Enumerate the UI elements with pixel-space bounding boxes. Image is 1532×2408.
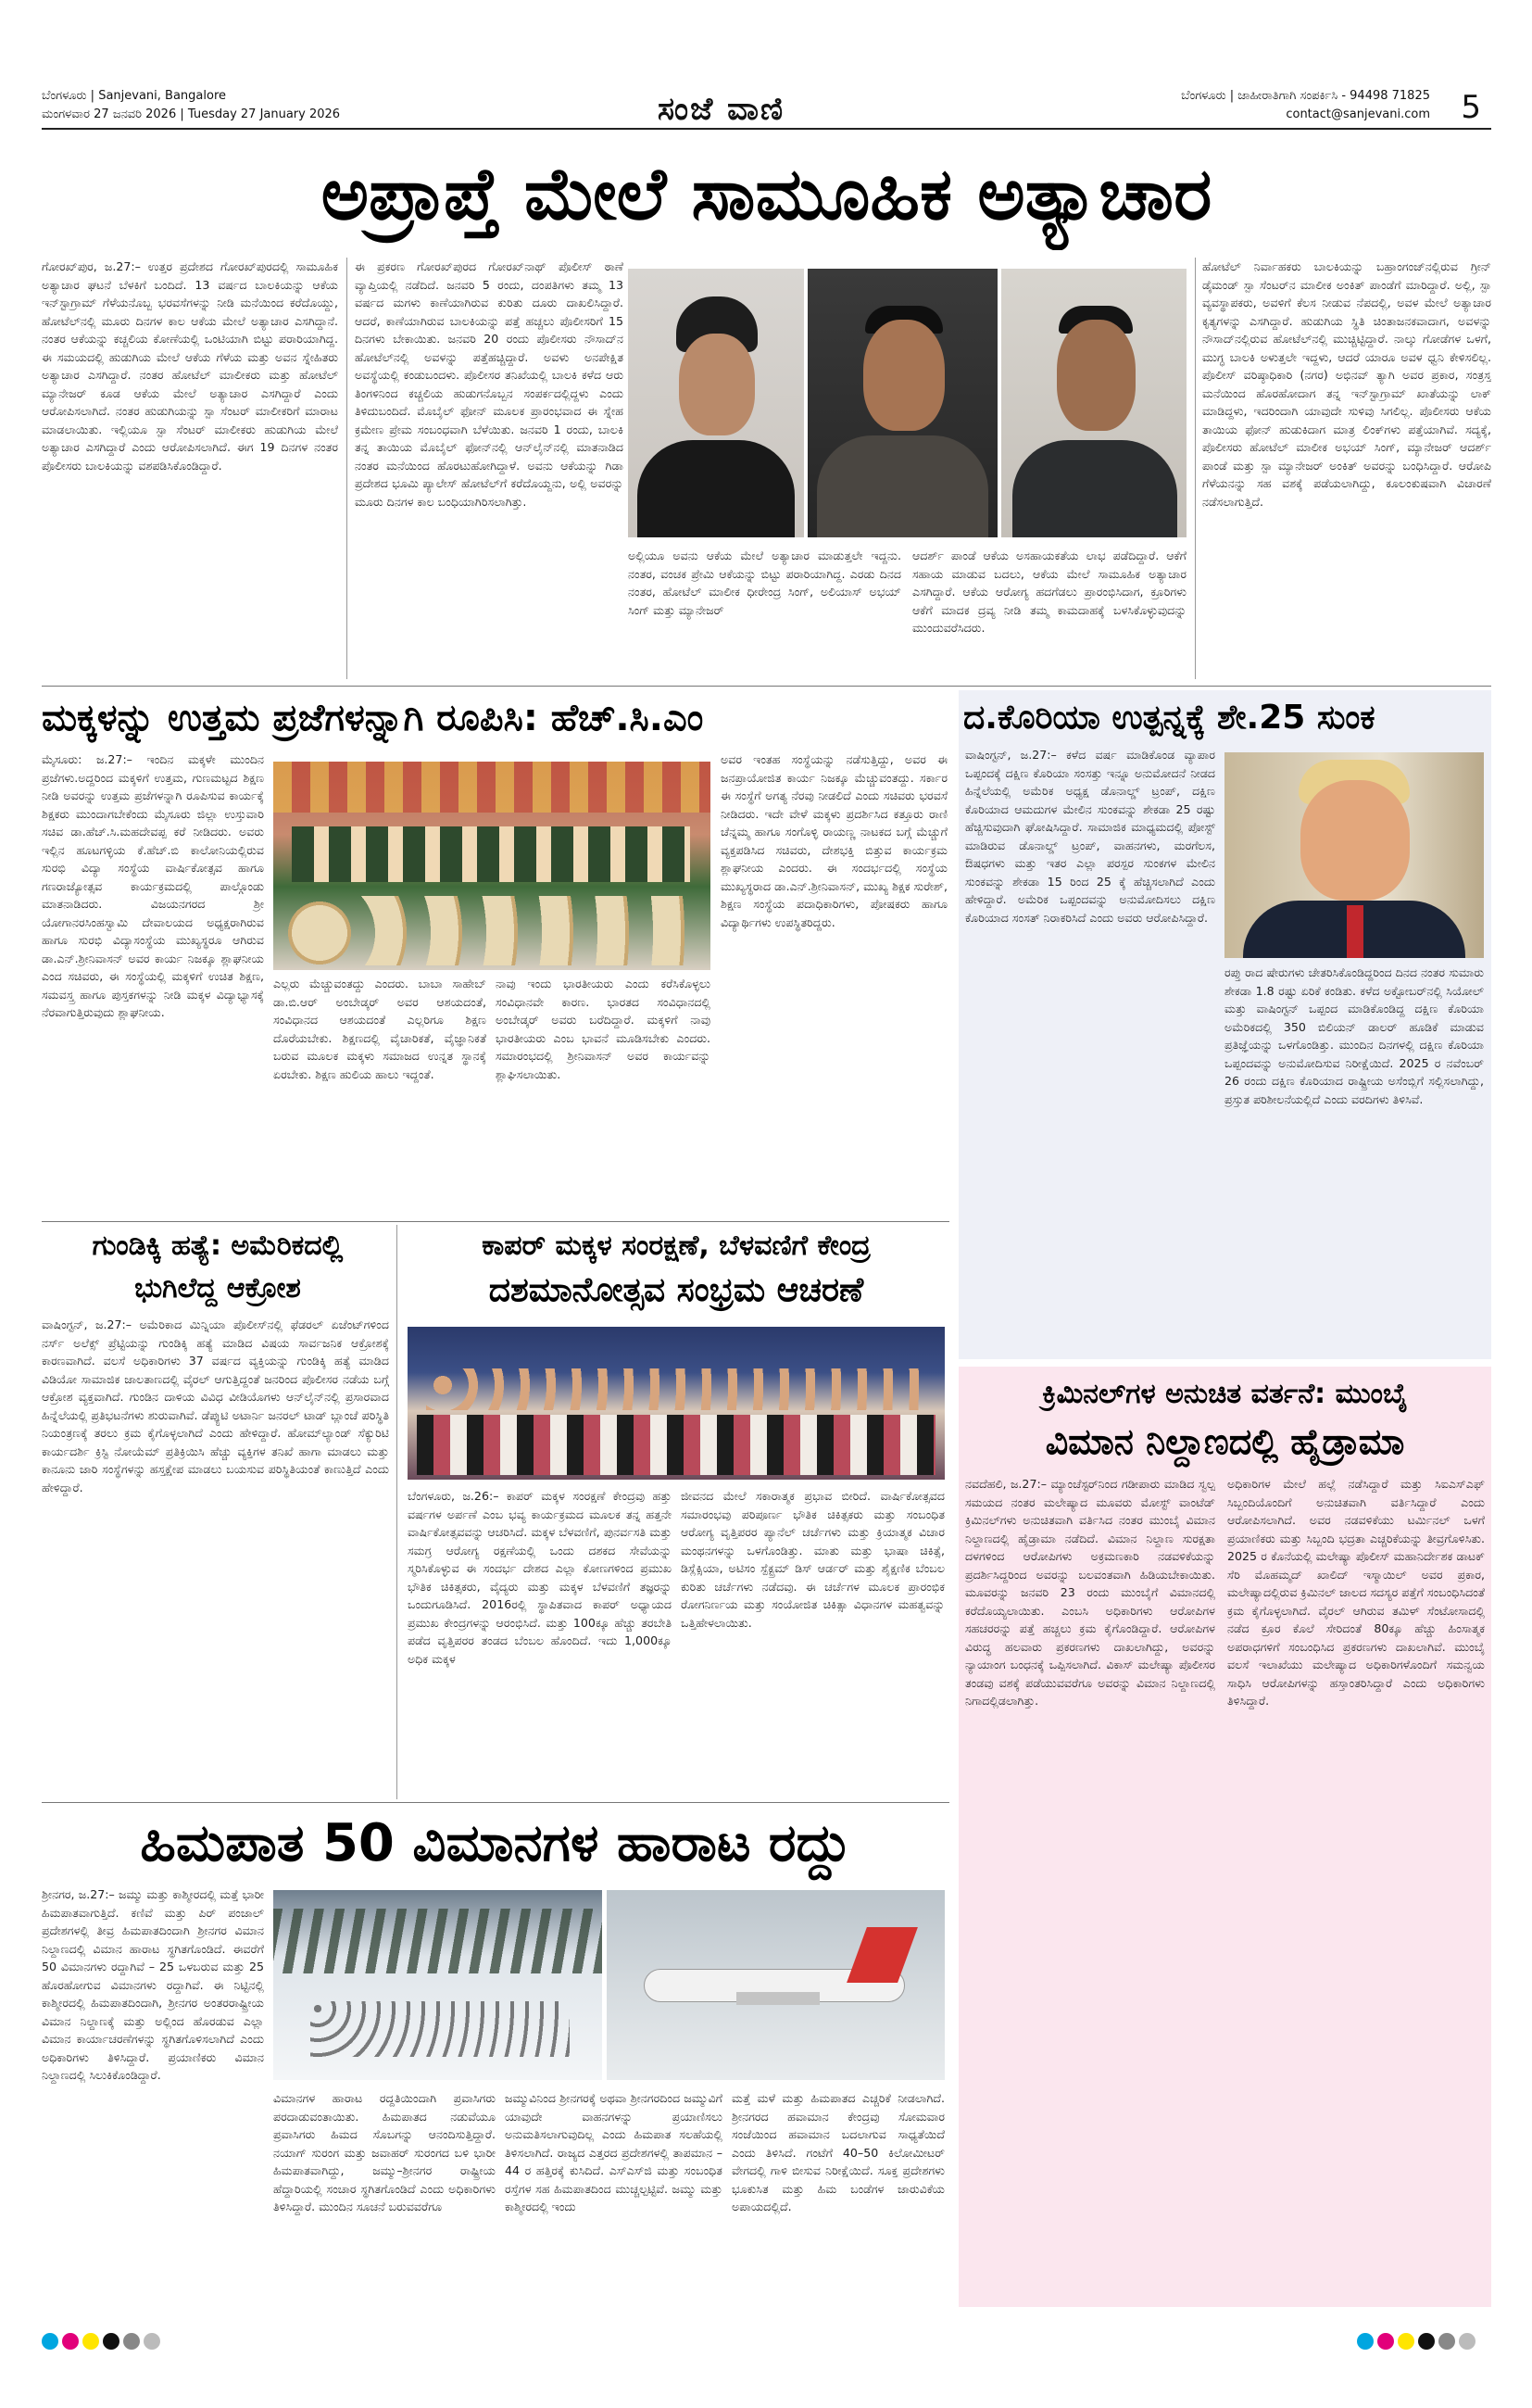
accused-photo-3: [1001, 269, 1187, 537]
story1-col3: ಅಲ್ಲಿಯೂ ಅವನು ಆಕೆಯ ಮೇಲೆ ಅತ್ಯಾಚಾರ ಮಾಡುತ್ತಲೇ ಇದ್ದನು. ನಂತರ, ವಂಚಕ ಪ್ರೇಮಿ ಆಕೆಯನ್ನು ಬಿಟ್ಟು ಪರಾರಿಯಾಗಿದ್ದ. ಎರಡು ದಿನದ ನಂತರ, ಹೋಟೆಲ್ ಮಾಲೀಕ ಧೀರೇಂದ್ರ ಸಿಂಗ್, ಅಲಿಯಾಸ್ ಅಭಯ್ ಸಿಂಗ್ ಮತ್ತು ಮ್ಯಾನೇಜರ್: [628, 548, 901, 617]
divider: [42, 1802, 949, 1803]
dot-grey: [123, 2333, 140, 2350]
color-registration-right: [1357, 2333, 1479, 2353]
story2-col2a: ಎಲ್ಲರು ಮೆಚ್ಚುವಂತದ್ದು ಎಂದರು. ಬಾಬಾ ಸಾಹೇಬ್ ಡಾ.ಬಿ.ಆರ್ ಅಂಬೇಡ್ಕರ್ ಅವರ ಆಶಯದಂತೆ, ಸಂವಿಧಾನದ ಆಶಯದಂತೆ ಎಲ್ಲರಿಗೂ ಶಿಕ್ಷಣ ದೊರೆಯಬೇಕು. ಶಿಕ್ಷಣದಲ್ಲಿ ವೈಚಾರಿಕತೆ, ವೈಜ್ಞಾನಿಕತೆ ಬರುವ ಮೂಲಕ ಮಕ್ಕಳು ಸಮಾಜದ ಉನ್ನತ ಸ್ಥಾನಕ್ಕೆ ಏರಬೇಕು. ಶಿಕ್ಷಣ ಹುಲಿಯ ಹಾಲು ಇದ್ದಂತೆ.: [273, 977, 486, 1081]
masthead-title: ಸಂಜೆ ವಾಣಿ: [658, 91, 785, 128]
divider: [1195, 258, 1196, 679]
story7-col2: ವಿಮಾನಗಳ ಹಾರಾಟ ರದ್ದತಿಯಿಂದಾಗಿ ಪ್ರವಾಸಿಗರು ಪರದಾಡುವಂತಾಯಿತು. ಹಿಮಪಾತದ ನಡುವೆಯೂ ಪ್ರವಾಸಿಗರು ಹಿಮದ ಸೊಬಗನ್ನು ಆನಂದಿಸುತ್ತಿದ್ದಾರೆ. ನಯಾಗ್ ಸುರಂಗ ಮತ್ತು ಜವಾಹರ್ ಸುರಂಗದ ಬಳಿ ಭಾರೀ ಹಿಮಪಾತವಾಗಿದ್ದು, ಜಮ್ಮು–ಶ್ರೀನಗರ ರಾಷ್ಟ್ರೀಯ ಹೆದ್ದಾರಿಯಲ್ಲಿ ಸಂಚಾರ ಸ್ಥಗಿತಗೊಂಡಿದೆ ಎಂದು ಅಧಿಕಾರಿಗಳು ತಿಳಿಸಿದ್ದಾರೆ. ಮುಂದಿನ ಸೂಚನೆ ಬರುವವರೆಗೂ: [273, 2091, 496, 2213]
divider: [42, 1221, 949, 1222]
edition-date: ಮಂಗಳವಾರ 27 ಜನವರಿ 2026 | Tuesday 27 January 2026: [42, 107, 341, 121]
story3-headline: ದ.ಕೊರಿಯಾ ಉತ್ಪನ್ನಕ್ಕೆ ಶೇ.25 ಸುಂಕ: [963, 699, 1375, 737]
story6-col1: ನವದೆಹಲಿ, ಜ.27:– ಮ್ಯಾಂಚೆಸ್ಟರ್‌ನಿಂದ ಗಡೀಪಾರು ಮಾಡಿದ ಸ್ವಲ್ಪ ಸಮಯದ ನಂತರ ಮಲೇಷ್ಯಾದ ಮೂವರು ಮೋಸ್ಟ್ ವಾಂಟೆಡ್ ಕ್ರಿಮಿನಲ್‌ಗಳು ಅನುಚಿತವಾಗಿ ವರ್ತಿಸಿದ ನಂತರ ಮುಂಬೈ ವಿಮಾನ ನಿಲ್ದಾಣದಲ್ಲಿ ಹೈಡ್ರಾಮಾ ನಡೆದಿದೆ. ವಿಮಾನ ನಿಲ್ದಾಣ ಸುರಕ್ಷತಾ ದಳಗಳಿಂದ ಆರೋಪಿಗಳು ಅಕ್ರಮಣಕಾರಿ ನಡವಳಿಕೆಯನ್ನು ಪ್ರದರ್ಶಿಸಿದ್ದರಿಂದ ಅವರನ್ನು ಬಲವಂತವಾಗಿ ಹಿಡಿಯಬೇಕಾಯಿತು. ಮೂವರನ್ನು ಜನವರಿ 23 ರಂದು ಮುಂಬೈಗೆ ವಿಮಾನದಲ್ಲಿ ಕರೆದೊಯ್ಯಲಾಯಿತು. ಎಂಬಸಿ ಅಧಿಕಾರಿಗಳು ಆರೋಪಿಗಳ ಸಹಚರರನ್ನು ಪತ್ತೆ ಹಚ್ಚಲು ಕ್ರಮ ಕೈಗೊಂಡಿದ್ದಾರೆ. ಆರೋಪಿಗಳ ವಿರುದ್ಧ ಹಲವಾರು ಪ್ರಕರಣಗಳು ದಾಖಲಾಗಿದ್ದು, ಅವರನ್ನು ನ್ಯಾಯಾಂಗ ಬಂಧನಕ್ಕೆ ಒಪ್ಪಿಸಲಾಗಿದೆ. ವಿಕಾಸ್ ಮಲೇಷ್ಯಾ ಪೊಲೀಸರ ತಂಡವು ವಶಕ್ಕೆ ಪಡೆಯುವವರೆಗೂ ಅವರನ್ನು ವಿಮಾನ ನಿಲ್ದಾಣದಲ್ಲಿ ನಿಗಾದಲ್ಲಿಡಲಾಗಿತ್ತು.: [965, 1477, 1215, 1708]
stage-banner: [273, 762, 710, 813]
story2-col2b: ನಾವು ಇಂದು ಭಾರತೀಯರು ಎಂದು ಕರೆಸಿಕೊಳ್ಳಲು ಸಂವಿಧಾನವೇ ಕಾರಣ. ಭಾರತದ ಸಂವಿಧಾನದಲ್ಲಿ ಅಂಬೇಡ್ಕರ್ ಅವರು ಬರೆದಿದ್ದಾರೆ. ಮಕ್ಕಳಿಗೆ ನಾವು ಭಾರತೀಯರು ಎಂಬ ಭಾವನೆ ಮೂಡಿಸಬೇಕು ಎಂದರು. ಸಮಾರಂಭದಲ್ಲಿ ಶ್ರೀನಿವಾಸನ್ ಅವರ ಕಾರ್ಯವನ್ನು ಶ್ಲಾಘಿಸಲಾಯಿತು.: [496, 977, 710, 1081]
story5-headline-line1: ಕಾಪರ್ ಮಕ್ಕಳ ಸಂರಕ್ಷಣೆ, ಬೆಳವಣಿಗೆ ಕೇಂದ್ರ: [482, 1229, 871, 1262]
story2-headline: ಮಕ್ಕಳನ್ನು ಉತ್ತಮ ಪ್ರಜೆಗಳನ್ನಾಗಿ ರೂಪಿಸಿ: ಹೆಚ್.ಸಿ.ಎಂ: [42, 697, 704, 739]
story2-col3: ಅವರ ಇಂತಹ ಸಂಸ್ಥೆಯನ್ನು ನಡೆಸುತ್ತಿದ್ದು, ಅವರ ಈ ಜನಪ್ರಾಯೋಜಿತ ಕಾರ್ಯ ನಿಜಕ್ಕೂ ಮೆಚ್ಚುವಂತದ್ದು. ಸರ್ಕಾರ ಈ ಸಂಸ್ಥೆಗೆ ಅಗತ್ಯ ನೆರವು ನೀಡಲಿದೆ ಎಂದು ಸಚಿವರು ಭರವಸೆ ನೀಡಿದರು. ಇದೇ ವೇಳೆ ಮಕ್ಕಳು ಪ್ರದರ್ಶಿಸಿದ ಕತ್ತೂರು ರಾಣಿ ಚೆನ್ನಮ್ಮ ಹಾಗೂ ಸಂಗೊಳ್ಳಿ ರಾಯಣ್ಣ ನಾಟಕದ ಬಗ್ಗೆ ಮೆಚ್ಚುಗೆ ವ್ಯಕ್ತಪಡಿಸಿದ ಸಚಿವರು, ದೇಶಭಕ್ತಿ ಬಿತ್ತುವ ಕಾರ್ಯಕ್ರಮ ಶ್ಲಾಘನೀಯ ಎಂದರು. ಈ ಸಂದರ್ಭದಲ್ಲಿ ಸಂಸ್ಥೆಯ ಮುಖ್ಯಸ್ಥರಾದ ಡಾ.ಎನ್.ಶ್ರೀನಿವಾಸನ್, ಮುಖ್ಯ ಶಿಕ್ಷಕ ಸುರೇಶ್, ಶಿಕ್ಷಣ ಸಂಸ್ಥೆಯ ಪದಾಧಿಕಾರಿಗಳು, ಪೋಷಕರು ಹಾಗೂ ವಿದ್ಯಾರ್ಥಿಗಳು ಉಪಸ್ಥಿತರಿದ್ದರು.: [721, 752, 948, 929]
face: [1057, 320, 1136, 431]
face: [1300, 780, 1410, 901]
lion-masks: [283, 896, 704, 965]
dot-cyan: [42, 2333, 58, 2350]
group-photo: [408, 1327, 945, 1480]
story3-col2: ರಪ್ತು ರಾದ ಷೇರುಗಳು ಚೇತರಿಸಿಕೊಂಡಿದ್ದರಿಂದ ದಿನದ ನಂತರ ಸುಮಾರು ಶೇಕಡಾ 1.8 ರಷ್ಟು ಏರಿಕೆ ಕಂಡಿತು. ಕಳೆದ ಅಕ್ಟೋಬರ್‌ನಲ್ಲಿ ಸಿಯೋಲ್ ಮತ್ತು ವಾಷಿಂಗ್ಟನ್ ಒಪ್ಪಂದ ಮಾಡಿಕೊಂಡಿದ್ದ ದಕ್ಷಿಣ ಕೊರಿಯಾ ಅಮೆರಿಕದಲ್ಲಿ 350 ಬಿಲಿಯನ್ ಡಾಲರ್ ಹೂಡಿಕೆ ಮಾಡುವ ಪ್ರತಿಜ್ಞೆಯನ್ನು ಒಳಗೊಂಡಿತ್ತು. ಮುಂದಿನ ದಿನಗಳಲ್ಲಿ ದಕ್ಷಿಣ ಕೊರಿಯಾ ಒಪ್ಪಂದವನ್ನು ಅನುಮೋದಿಸುವ ನಿರೀಕ್ಷೆಯಿದೆ. 2025 ರ ನವೆಂಬರ್ 26 ರಂದು ದಕ್ಷಿಣ ಕೊರಿಯಾದ ರಾಷ್ಟ್ರೀಯ ಅಸೆಂಬ್ಲಿಗೆ ಸಲ್ಲಿಸಲಾಗಿದ್ದು, ಪ್ರಸ್ತುತ ಪರಿಶೀಲನೆಯಲ್ಲಿದೆ ಎಂದು ವರದಿಗಳು ತಿಳಿಸಿವೆ.: [1224, 965, 1484, 1106]
story7-col4: ಮತ್ತೆ ಮಳೆ ಮತ್ತು ಹಿಮಪಾತದ ಎಚ್ಚರಿಕೆ ನೀಡಲಾಗಿದೆ. ಶ್ರೀನಗರದ ಹವಾಮಾನ ಕೇಂದ್ರವು ಸೋಮವಾರ ಸಂಜೆಯಿಂದ ಹವಾಮಾನ ಬದಲಾಗುವ ಸಾಧ್ಯತೆಯಿದೆ ಎಂದು ತಿಳಿಸಿದೆ. ಗಂಟೆಗೆ 40–50 ಕಿಲೋಮೀಟರ್ ವೇಗದಲ್ಲಿ ಗಾಳಿ ಬೀಸುವ ನಿರೀಕ್ಷೆಯಿದೆ. ಸೂಕ್ತ ಪ್ರದೇಶಗಳು ಭೂಕುಸಿತ ಮತ್ತು ಹಿಮ ಬಂಡೆಗಳ ಜಾರುವಿಕೆಯ ಅಪಾಯದಲ್ಲಿದೆ.: [732, 2091, 945, 2213]
dot-magenta: [62, 2333, 79, 2350]
school-event-photo: [273, 762, 710, 970]
story6-col2: ಅಧಿಕಾರಿಗಳ ಮೇಲೆ ಹಲ್ಲೆ ನಡೆಸಿದ್ದಾರೆ ಮತ್ತು ಸಿಐಎಸ್‌ಎಫ್ ಸಿಬ್ಬಂದಿಯೊಂದಿಗೆ ಅನುಚಿತವಾಗಿ ವರ್ತಿಸಿದ್ದಾರೆ ಎಂದು ಆರೋಪಿಸಲಾಗಿದೆ. ಅವರ ನಡವಳಿಕೆಯು ಟರ್ಮಿನಲ್ ಒಳಗೆ ಪ್ರಯಾಣಿಕರು ಮತ್ತು ಸಿಬ್ಬಂದಿ ಭದ್ರತಾ ಎಚ್ಚರಿಕೆಯನ್ನು ತೀವ್ರಗೊಳಿಸಿತು. 2025 ರ ಕೊನೆಯಲ್ಲಿ ಮಲೇಷ್ಯಾ ಪೊಲೀಸ್ ಮಹಾನಿರ್ದೇಶಕ ಡಾಟಕ್ ಸೆರಿ ಮೊಹಮ್ಮದ್ ಖಾಲಿದ್ ಇಸ್ಮಾಯಿಲ್ ಅವರ ಪ್ರಕಾರ, ಮಲೇಷ್ಯಾದಲ್ಲಿರುವ ಕ್ರಿಮಿನಲ್ ಜಾಲದ ಸದಸ್ಯರ ಪತ್ತೆಗೆ ಸಂಬಂಧಿಸಿದಂತೆ ಕ್ರಮ ಕೈಗೊಳ್ಳಲಾಗಿದೆ. ವೈರಲ್ ಆಗಿರುವ ತಮಿಳ್ ಸೆಂಟೋಸಾದಲ್ಲಿ ನಡೆದ ಕ್ರೂರ ಕೊಲೆ ಸೇರಿದಂತೆ 80ಕ್ಕೂ ಹೆಚ್ಚು ಹಿಂಸಾತ್ಮಕ ಅಪರಾಧಗಳಿಗೆ ಸಂಬಂಧಿಸಿದ ಪ್ರಕರಣಗಳು ದಾಖಲಾಗಿವೆ. ಮುಂಬೈ ವಲಸೆ ಇಲಾಖೆಯು ಮಲೇಷ್ಯಾದ ಅಧಿಕಾರಿಗಳೊಂದಿಗೆ ಸಮನ್ವಯ ಸಾಧಿಸಿ ಆರೋಪಿಗಳನ್ನು ಹಸ್ತಾಂತರಿಸಿದ್ದಾರೆ ಎಂದು ಅಧಿಕಾರಿಗಳು ತಿಳಿಸಿದ್ದಾರೆ.: [1227, 1477, 1485, 1708]
masthead-right: [1181, 87, 1430, 124]
contact-email: contact@sanjevani.com: [1286, 107, 1430, 121]
dot-cyan: [1357, 2333, 1374, 2350]
face: [679, 334, 755, 435]
snowfall-photo: [273, 1890, 602, 2080]
story2-col1: ಮೈಸೂರು: ಜ.27:– ಇಂದಿನ ಮಕ್ಕಳೇ ಮುಂದಿನ ಪ್ರಜೆಗಳು.ಅದ್ದರಿಂದ ಮಕ್ಕಳಿಗೆ ಉತ್ತಮ, ಗುಣಮಟ್ಟದ ಶಿಕ್ಷಣ ನೀಡಿ ಅವರನ್ನು ಉತ್ತಮ ಪ್ರಜೆಗಳನ್ನಾಗಿ ರೂಪಿಸುವ ಕಾರ್ಯಕ್ಕೆ ಶಿಕ್ಷಕರು ಮುಂದಾಗಬೇಕೆಂದು ಮೈಸೂರು ಜಿಲ್ಲಾ ಉಸ್ತುವಾರಿ ಸಚಿವ ಡಾ.ಹೆಚ್.ಸಿ.ಮಹದೇವಪ್ಪ ಕರೆ ನೀಡಿದರು. ಅವರು ಇಲ್ಲಿನ ಹೂಟಗಳ್ಳಿಯ ಕೆ.ಹೆಚ್.ಬಿ ಕಾಲೋನಿಯಲ್ಲಿರುವ ಸುರಭಿ ವಿದ್ಯಾ ಸಂಸ್ಥೆಯ ವಾರ್ಷಿಕೋತ್ಸವ ಹಾಗೂ ಗಣರಾಜ್ಯೋತ್ಸವ ಕಾರ್ಯಕ್ರಮದಲ್ಲಿ ಪಾಲ್ಗೊಂಡು ಮಾತನಾಡಿದರು. ವಿಜಯನಗರದ ಶ್ರೀ ಯೋಗಾನರಸಿಂಹಸ್ವಾಮಿ ದೇವಾಲಯದ ಅಧ್ಯಕ್ಷರಾಗಿರುವ ಹಾಗೂ ಸುರಭಿ ವಿದ್ಯಾಸಂಸ್ಥೆಯ ಮುಖ್ಯಸ್ಥರೂ ಆಗಿರುವ ಡಾ.ಎನ್.ಶ್ರೀನಿವಾಸನ್ ಅವರ ಕಾರ್ಯ ನಿಜಕ್ಕೂ ಶ್ಲಾಘನೀಯ ಎಂದ ಸಚಿವರು, ಈ ಸಂಸ್ಥೆಯಲ್ಲಿ ಮಕ್ಕಳಿಗೆ ಉಚಿತ ಶಿಕ್ಷಣ, ಸಮವಸ್ತ್ರ ಹಾಗೂ ಪುಸ್ತಕಗಳನ್ನು ನೀಡಿ ಮಕ್ಕಳ ವಿದ್ಯಾಭ್ಯಾಸಕ್ಕೆ ನೆರವಾಗುತ್ತಿರುವುದು ಶ್ಲಾಘನೀಯ.: [42, 752, 264, 1019]
accused-photo-2: [808, 269, 998, 537]
jacket: [1012, 440, 1177, 537]
story6-headline-line1: ಕ್ರಿಮಿನಲ್‌ಗಳ ಅನುಚಿತ ವರ್ತನೆ: ಮುಂಬೈ: [1042, 1378, 1408, 1410]
face: [863, 320, 945, 431]
story1-col2: ಈ ಪ್ರಕರಣ ಗೋರಖ್‌ಪುರದ ಗೋರಖ್‌ನಾಥ್ ಪೊಲೀಸ್ ಠಾಣೆ ವ್ಯಾಪ್ತಿಯಲ್ಲಿ ನಡೆದಿದೆ. ಜನವರಿ 5 ರಂದು, ದಂಪತಿಗಳು ತಮ್ಮ 13 ವರ್ಷದ ಮಗಳು ಕಾಣೆಯಾಗಿರುವ ಕುರಿತು ದೂರು ದಾಖಲಿಸಿದ್ದಾರೆ. ಆದರೆ, ಕಾಣೆಯಾಗಿರುವ ಬಾಲಕಿಯನ್ನು ಪತ್ತೆ ಹಚ್ಚಲು ಪೊಲೀಸರಿಗೆ 15 ದಿನಗಳು ಬೇಕಾಯಿತು. ಜನವರಿ 20 ರಂದು ಪೊಲೀಸರು ನೌಸಾದ್‌ನ ಹೋಟೆಲ್‌ನಲ್ಲಿ ಅವಳನ್ನು ಪತ್ತೆಹಚ್ಚಿದ್ದಾರೆ. ಅವಳು ಅನಪೇಕ್ಷಿತ ಅವಸ್ಥೆಯಲ್ಲಿ ಕಂಡುಬಂದಳು. ಪೊಲೀಸರ ತನಿಖೆಯಲ್ಲಿ ಬಾಲಕಿ ಕಳೆದ ಆರು ತಿಂಗಳಿನಿಂದ ಕಚ್ಚಲಿಯ ಹುಡುಗನೊಬ್ಬನ ಸಂಪರ್ಕದಲ್ಲಿದ್ದಳು ಎಂದು ತಿಳಿದುಬಂದಿದೆ. ಮೊಬೈಲ್ ಫೋನ್ ಮೂಲಕ ಪ್ರಾರಂಭವಾದ ಈ ಸ್ನೇಹ ಕ್ರಮೇಣ ಪ್ರೇಮ ಸಂಬಂಧವಾಗಿ ಬೆಳೆಯಿತು. ಜನವರಿ 1 ರಂದು, ಬಾಲಕಿ ತನ್ನ ತಾಯಿಯ ಮೊಬೈಲ್ ಫೋನ್‌ನಲ್ಲಿ ಆನ್‌ಲೈನ್‌ನಲ್ಲಿ ಮಾತನಾಡಿದ ನಂತರ ಮನೆಯಿಂದ ಹೊರಟುಹೋಗಿದ್ದಾಳೆ. ಅವನು ಆಕೆಯನ್ನು ಗಿಡಾ ಪ್ರದೇಶದ ಭೂಮಿ ಪ್ಯಾಲೇಸ್ ಹೋಟೆಲ್‌ಗೆ ಕರೆದೊಯ್ದನು, ಅಲ್ಲಿ ಅವರನ್ನು ಮೂರು ದಿನಗಳ ಕಾಲ ಬಂಧಿಯಾಗಿರಿಸಲಾಗಿತ್ತು.: [355, 259, 623, 509]
divider: [346, 258, 347, 679]
story7-col1: ಶ್ರೀನಗರ, ಜ.27:– ಜಮ್ಮು ಮತ್ತು ಕಾಶ್ಮೀರದಲ್ಲಿ ಮತ್ತೆ ಭಾರೀ ಹಿಮಪಾತವಾಗುತ್ತಿದೆ. ಕಣಿವೆ ಮತ್ತು ಪಿರ್ ಪಂಜಾಲ್ ಪ್ರದೇಶಗಳಲ್ಲಿ ತೀವ್ರ ಹಿಮಪಾತದಿಂದಾಗಿ ಶ್ರೀನಗರ ವಿಮಾನ ನಿಲ್ದಾಣದಲ್ಲಿ ವಿಮಾನ ಹಾರಾಟ ಸ್ಥಗಿತಗೊಂಡಿದೆ. ಈವರೆಗೆ 50 ವಿಮಾನಗಳು ರದ್ದಾಗಿವೆ – 25 ಒಳಬರುವ ಮತ್ತು 25 ಹೊರಹೋಗುವ ವಿಮಾನಗಳು ರದ್ದಾಗಿವೆ. ಈ ನಿಟ್ಟಿನಲ್ಲಿ ಕಾಶ್ಮೀರದಲ್ಲಿ ಹಿಮಪಾತದಿಂದಾಗಿ, ಶ್ರೀನಗರ ಅಂತರರಾಷ್ಟ್ರೀಯ ವಿಮಾನ ನಿಲ್ದಾಣಕ್ಕೆ ಮತ್ತು ಅಲ್ಲಿಂದ ಹೊರಡುವ ಎಲ್ಲಾ ವಿಮಾನ ಕಾರ್ಯಾಚರಣೆಗಳನ್ನು ಸ್ಥಗಿತಗೊಳಿಸಲಾಗಿದೆ ಎಂದು ಅಧಿಕಾರಿಗಳು ತಿಳಿಸಿದ್ದಾರೆ. ಪ್ರಯಾಣಿಕರು ವಿಮಾನ ನಿಲ್ದಾಣದಲ್ಲಿ ಸಿಲುಕಿಕೊಂಡಿದ್ದಾರೆ.: [42, 1887, 264, 2082]
wing: [736, 1992, 820, 2005]
story5-col1: ಬೆಂಗಳೂರು, ಜ.26:– ಕಾಪರ್ ಮಕ್ಕಳ ಸಂರಕ್ಷಣೆ ಕೇಂದ್ರವು ಹತ್ತು ವರ್ಷಗಳ ಅರ್ಪಣೆ ಎಂಬ ಭವ್ಯ ಕಾರ್ಯಕ್ರಮದ ಮೂಲಕ ತನ್ನ ಹತ್ತನೇ ವಾರ್ಷಿಕೋತ್ಸವವನ್ನು ಆಚರಿಸಿದೆ. ಮಕ್ಕಳ ಬೆಳವಣಿಗೆ, ಪುನರ್ವಸತಿ ಮತ್ತು ಸಮಗ್ರ ಆರೋಗ್ಯ ರಕ್ಷಣೆಯಲ್ಲಿ ಒಂದು ದಶಕದ ಸೇವೆಯನ್ನು ಸ್ಮರಿಸಿಕೊಳ್ಳುವ ಈ ಸಂದರ್ಭ ದೇಶದ ಎಲ್ಲಾ ಕೋಣಗಳಿಂದ ಪ್ರಮುಖ ಭೌತಿಕ ಚಿಕಿತ್ಸಕರು, ವೈದ್ಯರು ಮತ್ತು ಮಕ್ಕಳ ಬೆಳವಣಿಗೆ ತಜ್ಞರನ್ನು ಒಂದುಗೂಡಿಸಿದೆ. 2016ರಲ್ಲಿ ಸ್ಥಾಪಿತವಾದ ಕಾಪರ್ ಅಧ್ಯಾಯದ ಪ್ರಮುಖ ಕೇಂದ್ರಗಳನ್ನು ಆರಂಭಿಸಿದೆ. ಮತ್ತು 100ಕ್ಕೂ ಹೆಚ್ಚು ತರಬೇತಿ ಪಡೆದ ವೃತ್ತಿಪರರ ತಂಡದ ಬೆಂಬಲ ಹೊಂದಿದೆ. ಇದು 1,000ಕ್ಕೂ ಅಧಿಕ ಮಕ್ಕಳ: [408, 1489, 672, 1666]
story5-headline-line2: ದಶಮಾನೋತ್ಸವ ಸಂಭ್ರಮ ಆಚರಣೆ: [488, 1271, 864, 1309]
pine-trees: [273, 1909, 602, 1973]
accused-photo-1: [628, 269, 804, 537]
page-number: 5: [1461, 89, 1481, 126]
dot-lightgrey: [1459, 2333, 1475, 2350]
back-row: [426, 1368, 926, 1410]
story4-body: ವಾಷಿಂಗ್ಟನ್, ಜ.27:– ಅಮೆರಿಕಾದ ಮಿನ್ನಿಯಾ ಪೊಲೀಸ್‌ನಲ್ಲಿ ಫೆಡರಲ್ ಏಜೆಂಟ್‌ಗಳಿಂದ ನರ್ಸ್ ಅಲೆಕ್ಸ್ ಪ್ರೆಟ್ಟಿಯನ್ನು ಗುಂಡಿಕ್ಕಿ ಹತ್ಯೆ ಮಾಡಿದ ವಿಷಯ ಸಾರ್ವಜನಿಕ ಆಕ್ರೋಶಕ್ಕೆ ಕಾರಣವಾಗಿದೆ. ವಲಸೆ ಅಧಿಕಾರಿಗಳು 37 ವರ್ಷದ ವ್ಯಕ್ತಿಯನ್ನು ಗುಂಡಿಕ್ಕಿ ಹತ್ಯೆ ಮಾಡಿದ ವಿಡಿಯೋ ಸಾಮಾಜಿಕ ಜಾಲತಾಣದಲ್ಲಿ ವೈರಲ್ ಆಗುತ್ತಿದ್ದಂತೆ ಜನರಿಂದ ಪೊಲೀಸರ ನಡೆಯ ಬಗ್ಗೆ ಆಕ್ರೋಶ ವ್ಯಕ್ತವಾಗಿದೆ. ಗುಂಡಿನ ದಾಳಿಯ ವಿವಿಧ ವೀಡಿಯೊಗಳು ಆನ್‌ಲೈನ್‌ನಲ್ಲಿ ಪ್ರಸಾರವಾದ ಹಿನ್ನೆಲೆಯಲ್ಲಿ ಪ್ರತಿಭಟನೆಗಳು ಶುರುವಾಗಿವೆ. ಡೆಪ್ಯುಟಿ ಅಟಾರ್ನಿ ಜನರಲ್ ಟಾಡ್ ಬ್ಲಾಂಚೆ ಪರಿಸ್ಥಿತಿ ನಿಯಂತ್ರಣಕ್ಕೆ ತರಲು ಕ್ರಮ ಕೈಗೊಳ್ಳಲಾಗಿದೆ ಎಂದು ಹೇಳಿದ್ದಾರೆ. ಹೋಮ್‌ಲ್ಯಾಂಡ್ ಸೆಕ್ಯುರಿಟಿ ಕಾರ್ಯದರ್ಶಿ ಕ್ರಿಸ್ಟಿ ನೋಯೆಮ್ ಪ್ರತಿಕ್ರಿಯಿಸಿ ಹೆಚ್ಚು ವ್ಯಕ್ತಿಗಳ ತನಿಖೆ ಹಾಗಾ ಮಾಡಲು ಮತ್ತು ಕಾನೂನು ಜಾರಿ ಸಂಸ್ಥೆಗಳನ್ನು ಹಸ್ತಕ್ಷೇಪ ಮಾಡಲು ಬಯಸುವ ಪರಿಸ್ಥಿತಿಯಂತೆ ಕಾಣುತ್ತಿದೆ ಎಂದು ಹೇಳಿದ್ದಾರೆ.: [42, 1317, 389, 1494]
story4-headline-line2: ಭುಗಿಲೆದ್ದ ಆಕ್ರೋಶ: [134, 1272, 301, 1305]
story1-col4: ಆದರ್ಶ್ ಪಾಂಡೆ ಆಕೆಯ ಅಸಹಾಯಕತೆಯ ಲಾಭ ಪಡೆದಿದ್ದಾರೆ. ಆಕೆಗೆ ಸಹಾಯ ಮಾಡುವ ಬದಲು, ಆಕೆಯ ಮೇಲೆ ಸಾಮೂಹಿಕ ಅತ್ಯಾಚಾರ ಎಸಗಿದ್ದಾರೆ. ಆಕೆಯ ಆರೋಗ್ಯ ಹದಗೆಡಲು ಪ್ರಾರಂಭಿಸಿದಾಗ, ಕ್ರೂರಿಗಳು ಆಕೆಗೆ ಮಾದಕ ದ್ರವ್ಯ ನೀಡಿ ತಮ್ಮ ಕಾಮದಾಹಕ್ಕೆ ಬಳಸಿಕೊಳ್ಳುವುದನ್ನು ಮುಂದುವರೆಸಿದರು.: [912, 548, 1187, 635]
aircraft-photo: [607, 1890, 945, 2080]
story1-col5: ಹೋಟೆಲ್ ನಿರ್ವಾಹಕರು ಬಾಲಕಿಯನ್ನು ಬಹ್ರಾಂಗಂಜ್‌ನಲ್ಲಿರುವ ಗ್ರೀನ್ ಡೈಮಂಡ್ ಸ್ಪಾ ಸೆಂಟರ್‌ನ ಮಾಲೀಕ ಅಂಕಿತ್ ಪಾಂಡೆಗೆ ಮಾರಿದ್ದಾರೆ. ಅಲ್ಲಿ, ಸ್ಪಾ ವ್ಯವಸ್ಥಾಪಕರು, ಅವಳಿಗೆ ಕೆಲಸ ನೀಡುವ ನೆಪದಲ್ಲಿ, ಅವಳ ಮೇಲೆ ಅತ್ಯಾಚಾರ ಕೃತ್ಯಗಳನ್ನು ಎಸಗಿದ್ದಾರೆ. ಹುಡುಗಿಯ ಸ್ಥಿತಿ ಚಿಂತಾಜನಕವಾದಾಗ, ಅವಳನ್ನು ನೌಸಾದ್‌ನಲ್ಲಿರುವ ಹೋಟೆಲ್‌ನಲ್ಲಿ ಮುಚ್ಚಿಟ್ಟಿದ್ದಾರೆ. ನಾಲ್ಕು ಗೋಡೆಗಳ ಒಳಗೆ, ಮುಗ್ಧ ಬಾಲಕಿ ಅಳುತ್ತಲೇ ಇದ್ದಳು, ಆದರೆ ಯಾರೂ ಅವಳ ಧ್ವನಿ ಕೇಳಿಸಲಿಲ್ಲ. ಪೊಲೀಸ್ ವರಿಷ್ಠಾಧಿಕಾರಿ (ನಗರ) ಅಭಿನವ್ ತ್ಯಾಗಿ ಅವರ ಪ್ರಕಾರ, ಸಂತ್ರಸ್ತ ಮನೆಯಿಂದ ಹೊರಹೋದಾಗ ತನ್ನ ಇನ್‌ಸ್ಟಾಗ್ರಾಮ್ ಖಾತೆಯನ್ನು ಲಾಕ್ ಮಾಡಿದ್ದಳು, ಇದರಿಂದಾಗಿ ಯಾವುದೇ ಸುಳಿವು ಸಿಗಲಿಲ್ಲ. ಪೊಲೀಸರು ಆಕೆಯ ತಾಯಿಯ ಫೋನ್ ಹುಡುಕಿದಾಗ ಮಾತ್ರ ಲಿಂಕ್‌ಗಳು ಪತ್ತೆಯಾಗಿವೆ. ಸದ್ಯಕ್ಕೆ, ಪೊಲೀಸರು ಹೋಟೆಲ್ ಮಾಲೀಕ ಅಭಯ್ ಸಿಂಗ್, ಮ್ಯಾನೇಜರ್ ಆದರ್ಶ್ ಪಾಂಡೆ ಮತ್ತು ಸ್ಪಾ ಮ್ಯಾನೇಜರ್ ಅಂಕಿತ್ ಅವರನ್ನು ಬಂಧಿಸಿದ್ದಾರೆ. ಆರೋಪಿ ಗೆಳೆಯನನ್ನು ಸಹ ವಶಕ್ಕೆ ಪಡೆಯಲಾಗಿದ್ದು, ಕೂಲಂಕುಷವಾಗಿ ವಿಚಾರಣೆ ನಡೆಸಲಾಗುತ್ತಿದೆ.: [1202, 259, 1491, 509]
tie: [1347, 905, 1363, 958]
story7-col3: ಜಮ್ಮುವಿನಿಂದ ಶ್ರೀನಗರಕ್ಕೆ ಅಥವಾ ಶ್ರೀನಗರದಿಂದ ಜಮ್ಮುವಿಗೆ ಯಾವುದೇ ವಾಹನಗಳನ್ನು ಪ್ರಯಾಣಿಸಲು ಅನುಮತಿಸಲಾಗುವುದಿಲ್ಲ ಎಂದು ಹಿಮಪಾತ ಸಲಹೆಯಲ್ಲಿ ತಿಳಿಸಲಾಗಿದೆ. ರಾಜ್ಯದ ಎತ್ತರದ ಪ್ರದೇಶಗಳಲ್ಲಿ ತಾಪಮಾನ –44 ರ ಹತ್ತಿರಕ್ಕೆ ಕುಸಿದಿದೆ. ಎಸ್‌ಎಸ್‌ಜಿ ಮತ್ತು ಸಂಬಂಧಿತ ರಸ್ತೆಗಳ ಸಹ ಹಿಮಪಾತದಿಂದ ಮುಚ್ಚಲ್ಪಟ್ಟಿವೆ. ಜಮ್ಮು ಮತ್ತು ಕಾಶ್ಮೀರದಲ್ಲಿ ಇಂದು: [505, 2091, 722, 2213]
trump-photo: [1224, 752, 1484, 958]
tourists: [310, 2001, 570, 2057]
story1-headline: ಅಪ್ರಾಪ್ತೆ ಮೇಲೆ ಸಾಮೂಹಿಕ ಅತ್ಯಾಚಾರ: [320, 153, 1212, 236]
masthead-left: [42, 87, 340, 124]
story1-col1: ಗೋರಖ್‌ಪುರ, ಜ.27:– ಉತ್ತರ ಪ್ರದೇಶದ ಗೋರಖ್‌ಪುರದಲ್ಲಿ ಸಾಮೂಹಿಕ ಅತ್ಯಾಚಾರ ಘಟನೆ ಬೆಳಕಿಗೆ ಬಂದಿದೆ. 13 ವರ್ಷದ ಬಾಲಕಿಯನ್ನು ಆಕೆಯ ಇನ್‌ಸ್ಟಾಗ್ರಾಮ್ ಗೆಳೆಯನೊಬ್ಬ ಭರವಸೆಗಳನ್ನು ನೀಡಿ ಮನೆಯಿಂದ ಕರೆದೊಯ್ದು, ಹೋಟೆಲ್‌ನಲ್ಲಿ ಮೂರು ದಿನಗಳ ಕಾಲ ಆಕೆಯ ಮೇಲೆ ಅತ್ಯಾಚಾರ ಎಸಗಿದ್ದಾನೆ. ನಂತರ ಆಕೆಯನ್ನು ಕಚ್ಚಲಿಯ ಕೋಣೆಯಲ್ಲಿ ಒಂಟಿಯಾಗಿ ಬಿಟ್ಟು ಪರಾರಿಯಾಗಿದ್ದ. ಈ ಸಮಯದಲ್ಲಿ ಹುಡುಗಿಯ ಮೇಲೆ ಆಕೆಯ ಗೆಳೆಯ ಮತ್ತು ಅವನ ಸ್ನೇಹಿತರು ಅತ್ಯಾಚಾರ ಎಸಗಿದ್ದಾರೆ. ನಂತರ ಹೋಟೆಲ್ ಮಾಲೀಕರು ಮತ್ತು ಹೋಟೆಲ್ ಮ್ಯಾನೇಜರ್ ಕೂಡ ಆಕೆಯ ಮೇಲೆ ಅತ್ಯಾಚಾರ ಎಸಗಿದ್ದಾರೆ ಎಂದು ಆರೋಪಿಸಲಾಗಿದೆ. ನಂತರ ಹುಡುಗಿಯನ್ನು ಸ್ಪಾ ಸೆಂಟರ್ ಮಾಲೀಕರಿಗೆ ಮಾರಾಟ ಮಾಡಲಾಯಿತು. ಇಲ್ಲಿಯೂ ಸ್ಪಾ ಸೆಂಟರ್ ಮಾಲೀಕರು ಹುಡುಗಿಯ ಮೇಲೆ ಅತ್ಯಾಚಾರ ಎಸಗಿದ್ದಾರೆ ಎಂದು ಆರೋಪಿಸಲಾಗಿದೆ. ಈಗ 19 ದಿನಗಳ ನಂತರ ಪೊಲೀಸರು ಬಾಲಕಿಯನ್ನು ವಶಪಡಿಸಿಕೊಂಡಿದ್ದಾರೆ.: [42, 259, 338, 473]
front-row: [417, 1415, 936, 1475]
dot-grey: [1438, 2333, 1455, 2350]
story5-col2: ಜೀವನದ ಮೇಲೆ ಸಕಾರಾತ್ಮಕ ಪ್ರಭಾವ ಬೀರಿದೆ. ವಾರ್ಷಿಕೋತ್ಸವದ ಸಮಾರಂಭವು ಪರಿಪೂರ್ಣ ಭೌತಿಕ ಚಿಕಿತ್ಸಕರು ಮತ್ತು ಸಂಬಂಧಿತ ಆರೋಗ್ಯ ವೃತ್ತಿಪರರ ಪ್ಯಾನೆಲ್ ಚರ್ಚೆಗಳು ಮತ್ತು ಕ್ರಿಯಾತ್ಮಕ ವಿಚಾರ ಮಂಥನಗಳನ್ನು ಒಳಗೊಂಡಿತ್ತು. ಮಾತು ಮತ್ತು ಭಾಷಾ ಚಿಕಿತ್ಸೆ, ಡಿಸ್ಲೆಕ್ಸಿಯಾ, ಅಟಿಸಂ ಸ್ಪೆಕ್ಟ್ರಮ್ ಡಿಸ್ ಆರ್ಡರ್ ಮತ್ತು ಶೈಕ್ಷಣಿಕ ಬೆಂಬಲ ಕುರಿತು ಚರ್ಚೆಗಳು ನಡೆದವು. ಈ ಚರ್ಚೆಗಳ ಮೂಲಕ ಪ್ರಾರಂಭಿಕ ರೋಗನಿರ್ಣಯ ಮತ್ತು ಸಂಯೋಜಿತ ಚಿಕಿತ್ಸಾ ವಿಧಾನಗಳ ಮಹತ್ವವನ್ನು ಒತ್ತಿಹೇಳಲಾಯಿತು.: [681, 1489, 945, 1630]
story6-headline-line2: ವಿಮಾನ ನಿಲ್ದಾಣದಲ್ಲಿ ಹೈಡ್ರಾಮಾ: [1045, 1421, 1405, 1462]
jacket: [637, 440, 795, 537]
masthead-rule: [42, 128, 1491, 130]
story3-col1: ವಾಷಿಂಗ್ಟನ್, ಜ.27:– ಕಳೆದ ವರ್ಷ ಮಾಡಿಕೊಂಡ ವ್ಯಾಪಾರ ಒಪ್ಪಂದಕ್ಕೆ ದಕ್ಷಿಣ ಕೊರಿಯಾ ಸಂಸತ್ತು ಇನ್ನೂ ಅನುಮೋದನೆ ನೀಡದ ಹಿನ್ನೆಲೆಯಲ್ಲಿ ಅಮೆರಿಕ ಅಧ್ಯಕ್ಷ ಡೊನಾಲ್ಡ್ ಟ್ರಂಪ್, ದಕ್ಷಿಣ ಕೊರಿಯಾದ ಆಮದುಗಳ ಮೇಲಿನ ಸುಂಕವನ್ನು ಶೇಕಡಾ 25 ರಷ್ಟು ಹೆಚ್ಚಿಸುವುದಾಗಿ ಘೋಷಿಸಿದ್ದಾರೆ. ಸಾಮಾಜಿಕ ಮಾಧ್ಯಮದಲ್ಲಿ ಪೋಸ್ಟ್ ಮಾಡಿರುವ ಡೊನಾಲ್ಡ್ ಟ್ರಂಪ್, ವಾಹನಗಳು, ಮರಗೆಲಸ, ಔಷಧಗಳು ಮತ್ತು ಇತರ ಎಲ್ಲಾ ಪರಸ್ಪರ ಸುಂಕಗಳ ಮೇಲಿನ ಸುಂಕವನ್ನು ಶೇಕಡಾ 15 ರಿಂದ 25 ಕ್ಕೆ ಹೆಚ್ಚಿಸಲಾಗಿದೆ ಎಂದು ಹೇಳಿದ್ದಾರೆ. ಅಮೆರಿಕ ಒಪ್ಪಂದವನ್ನು ಅನುಮೋದಿಸಲು ದಕ್ಷಿಣ ಕೊರಿಯಾದ ಸಂಸತ್ ನಿರಾಕರಿಸಿದೆ ಎಂದು ಅವರು ಆರೋಪಿಸಿದ್ದಾರೆ.: [965, 748, 1215, 925]
story4-headline-line1: ಗುಂಡಿಕ್ಕಿ ಹತ್ಯೆ: ಅಮೆರಿಕದಲ್ಲಿ: [92, 1229, 344, 1262]
dot-black: [1418, 2333, 1435, 2350]
divider: [42, 686, 1491, 687]
edition-city: ಬೆಂಗಳೂರು | Sanjevani, Bangalore: [42, 89, 227, 103]
color-registration-left: [42, 2333, 164, 2353]
performers: [292, 826, 690, 882]
jacket: [817, 435, 988, 537]
dot-yellow: [1398, 2333, 1414, 2350]
ad-contact: ಬೆಂಗಳೂರು | ಜಾಹೀರಾತಿಗಾಗಿ ಸಂಪರ್ಕಿಸಿ - 94498 71825: [1181, 89, 1430, 103]
dot-lightgrey: [144, 2333, 160, 2350]
tail-fin: [847, 1927, 918, 1983]
dot-yellow: [82, 2333, 99, 2350]
story7-headline: ಹಿಮಪಾತ 50 ವಿಮಾನಗಳ ಹಾರಾಟ ರದ್ದು: [140, 1813, 851, 1873]
dot-magenta: [1377, 2333, 1394, 2350]
divider: [396, 1225, 397, 1799]
dot-black: [103, 2333, 119, 2350]
